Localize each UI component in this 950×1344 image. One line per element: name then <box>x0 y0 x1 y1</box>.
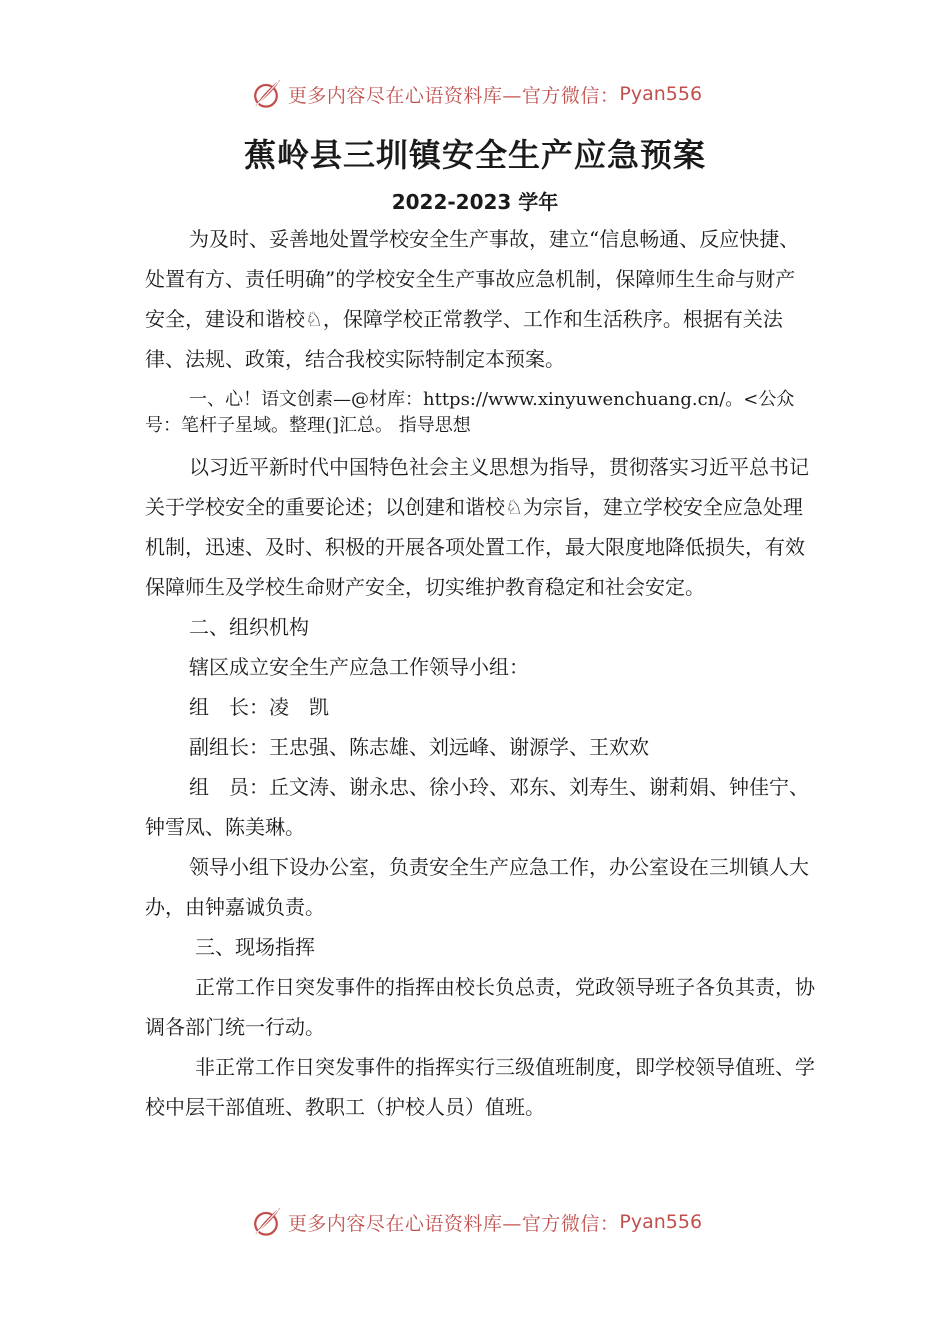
header-banner-wechat-id: Pyan556 <box>619 83 703 105</box>
paragraph-section-1-heading: 一、心！语文创素—@材库：https://www.xinyuwenchuang.cn/。<公众号：笔杆子星域。整理(]汇总。 指导思想 <box>145 389 795 436</box>
feather-pen-logo-icon <box>248 76 284 112</box>
header-banner-brand: 更多内容尽在心语资料库—官方微信： <box>287 84 620 107</box>
footer-banner[interactable] <box>0 1202 950 1242</box>
paragraph-leadership-group: 辖区成立安全生产应急工作领导小组： <box>189 655 529 679</box>
paragraph-guiding-thought: 以习近平新时代中国特色社会主义思想为指导，贯彻落实习近平总书记关于学校安全的重要论述；以创建和谐校♘为宗旨，建立学校安全应急处理机制，迅速、及时、积极的开展各项处置工作，最大限度地降低损失，有效保障师生及学校生命财产安全，切实维护教育稳定和社会安定。 <box>145 455 809 599</box>
document-subtitle: 2022-2023 学年 <box>391 190 559 214</box>
paragraph-section-3-heading: 三、现场指挥 <box>195 935 315 959</box>
paragraph-nonworkday-command: 非正常工作日突发事件的指挥实行三级值班制度，即学校领导值班、学校中层干部值班、教职工（护校人员）值班。 <box>145 1055 815 1119</box>
paragraph-group-members: 组 员：丘文涛、谢永忠、徐小玲、邓东、刘寿生、谢莉娟、钟佳宁、钟雪凤、陈美琳。 <box>145 775 809 839</box>
paragraph-workday-command: 正常工作日突发事件的指挥由校长负总责，党政领导班子各负其责，协调各部门统一行动。 <box>145 975 815 1039</box>
header-banner[interactable] <box>0 74 950 114</box>
feather-pen-logo-icon <box>248 1204 284 1240</box>
paragraph-section-2-heading: 二、组织机构 <box>189 615 309 639</box>
paragraph-group-leader: 组 长：凌 凯 <box>189 695 329 719</box>
paragraph-intro: 为及时、妥善地处置学校安全生产事故，建立“信息畅通、反应快捷、处置有方、责任明确”的学校安全生产事故应急机制，保障师生生命与财产安全，建设和谐校♘，保障学校正常教学、工作和生活秩序。根据有关法律、法规、政策，结合我校实际特制定本预案。 <box>145 227 800 371</box>
document-title: 蕉岭县三圳镇安全生产应急预案 <box>243 136 706 174</box>
paragraph-office: 领导小组下设办公室，负责安全生产应急工作，办公室设在三圳镇人大办，由钟嘉诚负责。 <box>145 855 809 919</box>
document-body <box>145 219 815 1127</box>
paragraph-deputy-leaders: 副组长：王忠强、陈志雄、刘远峰、谢源学、王欢欢 <box>189 735 649 759</box>
footer-banner-brand: 更多内容尽在心语资料库—官方微信： <box>287 1212 620 1235</box>
footer-banner-wechat-id: Pyan556 <box>619 1211 703 1233</box>
